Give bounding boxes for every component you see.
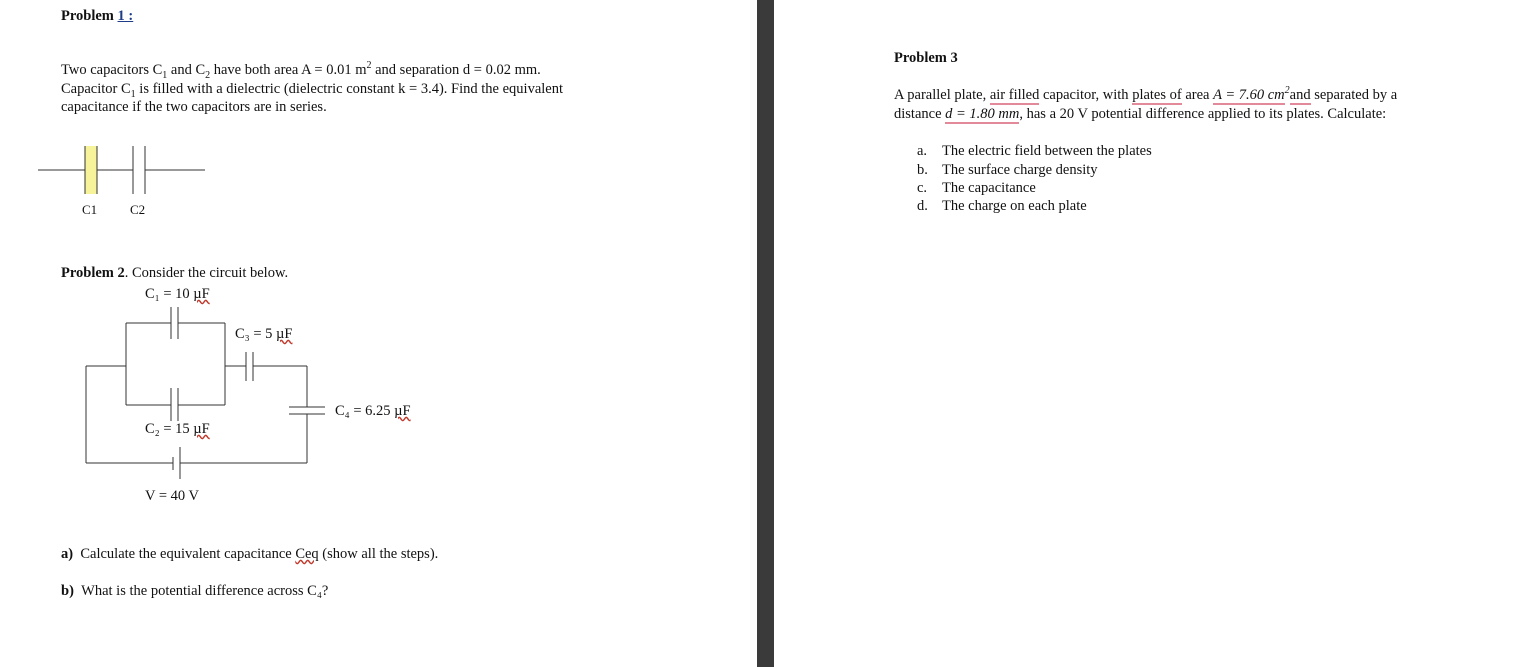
p1l2-sub1: 1 <box>130 88 136 100</box>
p1-sup2: 2 <box>366 60 372 72</box>
c4-unit: µF <box>394 403 411 419</box>
list-marker: b. <box>917 162 928 178</box>
p3-sup2: 2 <box>1284 85 1290 97</box>
problem3-line2 <box>894 105 1386 123</box>
p3l1a: A parallel plate, <box>894 87 990 103</box>
voltage-label: V = 40 V <box>145 488 199 504</box>
question-a-marker: a) <box>61 546 74 562</box>
list-item <box>917 142 1152 160</box>
page-gutter <box>757 0 774 667</box>
p1l1c: have both area A = 0.01 m <box>210 62 367 78</box>
p1l1a: Two capacitors C <box>61 62 163 78</box>
c4-value-label <box>335 402 411 420</box>
p1l1d: and separation d = 0.02 mm. <box>371 62 541 78</box>
p3l1b: air filled <box>989 87 1040 103</box>
left-document-page <box>0 0 757 667</box>
problem3-heading: Problem 3 <box>894 50 958 66</box>
list-item <box>917 179 1036 197</box>
problem1-number-link[interactable]: 1 : <box>117 8 134 24</box>
label-c1: C1 <box>82 202 98 217</box>
label-c2: C2 <box>130 202 146 217</box>
question-b-marker: b) <box>61 583 74 599</box>
question-a <box>61 545 438 563</box>
dielectric-fill <box>85 146 97 194</box>
question-a-text-a: Calculate the equivalent capacitance <box>80 546 296 562</box>
c3-value: C₃ = 5 <box>235 326 277 342</box>
list-item <box>917 161 1098 179</box>
c1-value: C₁ = 10 <box>145 286 194 302</box>
problem2-heading-line <box>61 264 288 282</box>
question-a-text-b: (show all the steps). <box>318 546 439 562</box>
question-b-text: What is the potential difference across C₄? <box>81 583 329 599</box>
list-text: The capacitance <box>942 180 1036 196</box>
p1l2a: Capacitor C <box>61 81 131 97</box>
c1-value-label <box>145 285 210 303</box>
list-marker: d. <box>917 198 928 214</box>
p3-area-formula: A = 7.60 cm <box>1213 87 1285 103</box>
list-text: The electric field between the plates <box>942 143 1152 159</box>
c3-unit: µF <box>276 326 293 342</box>
problem1-line3: capacitance if the two capacitors are in series. <box>61 99 327 115</box>
c4-value: C₄ = 6.25 <box>335 403 395 419</box>
p1-sub2: 2 <box>205 69 211 81</box>
p1l1b: and C <box>167 62 206 78</box>
right-document-page <box>774 0 1530 667</box>
series-capacitor-diagram <box>38 146 205 194</box>
p3l2c: , has a 20 V potential difference applied to its plates. Calculate: <box>1019 106 1387 122</box>
p3l1g: and <box>1289 87 1311 103</box>
problem3-line1 <box>894 86 1397 104</box>
p1-sub1: 1 <box>162 69 168 81</box>
p3l1e: area <box>1181 87 1214 103</box>
c1-unit: µF <box>193 286 210 302</box>
list-text: The charge on each plate <box>942 198 1087 214</box>
question-b <box>61 582 328 600</box>
p3l1c: capacitor, with <box>1039 87 1133 103</box>
list-marker: a. <box>917 143 928 159</box>
circuit-diagrams <box>0 0 757 667</box>
list-text: The surface charge density <box>942 162 1098 178</box>
p3-distance-formula: d = 1.80 mm <box>945 106 1020 122</box>
problem1-heading-text: Problem <box>61 8 114 24</box>
list-marker: c. <box>917 180 928 196</box>
p3l1h: separated by a <box>1310 87 1398 103</box>
c2-value-label <box>145 420 210 438</box>
ceq-term: Ceq <box>295 546 319 562</box>
c2-value: C₂ = 15 <box>145 421 194 437</box>
p1l2b: is filled with a dielectric (dielectric constant k = 3.4). Find the equivalent <box>135 81 564 97</box>
problem2-heading: Problem 2 <box>61 265 125 281</box>
list-item <box>917 197 1087 215</box>
c3-value-label <box>235 325 292 343</box>
problem2-intro: . Consider the circuit below. <box>124 265 289 281</box>
c2-unit: µF <box>193 421 210 437</box>
p3l1d: plates of <box>1132 87 1182 103</box>
p3l2a: distance <box>894 106 946 122</box>
